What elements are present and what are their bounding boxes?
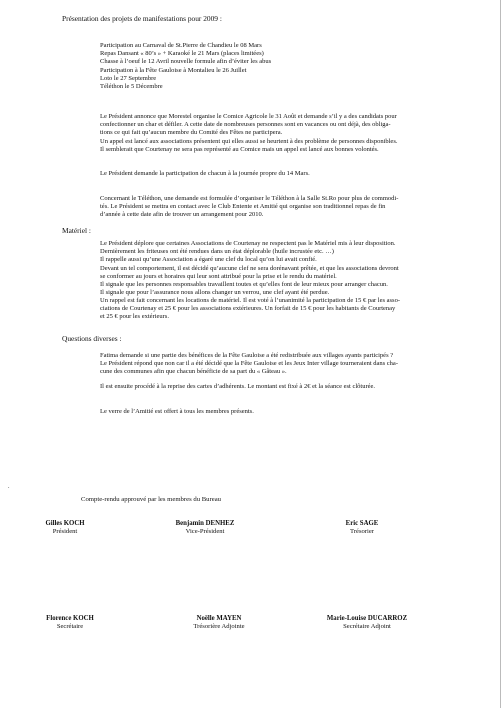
projects-list [100, 42, 490, 91]
text-line: tés. Le Président se mettra en contact avec le Club Entente et Amitié qui organise son traditionnel repas de fin [100, 203, 386, 211]
questions-paragraph [100, 352, 490, 377]
text-line: Il signale que les personnes responsables travaillent toutes et qu’elles font de leur mieux pour arranger chacun. [100, 281, 388, 289]
text-line: Le verre de l’Amitié est offert à tous les membres présents. [100, 408, 254, 415]
materiel-heading: Matériel : [62, 226, 91, 235]
signatory-role: Secrétaire [56, 623, 84, 630]
text-line: et 25 € pour les extérieurs. [100, 313, 169, 321]
text-line: se conformer au jours et horaires qui leur sont attribué pour la prise et le rendu du matériel. [100, 272, 337, 280]
project-item: Repas Dansant « 80’s » + Karaoké le 21 Mars (places limitées) [100, 50, 264, 58]
text-line: Il semblerait que Courtenay ne sera pas représenté au Comice mais un appel est lancé aux bonnes volontés. [100, 145, 379, 153]
signatory-role: Vice-Président [185, 528, 225, 535]
text-line: Un rappel est fait concernant les locations de matériel. Il est voté à l’unanimité la participation de 15 € par les asso- [100, 297, 400, 304]
text-line: Un appel est lancé aux associations présentent qui elles aussi se heurtent à des problème de personnes disponibles. [100, 137, 398, 145]
location-paragraph [100, 297, 490, 322]
text-line: Il est ensuite procédé à la reprise des cartes d’adhérents. Le montant est fixé à 2€ et la séance est clôturée. [100, 383, 376, 390]
text-line: Le Président déplore que certaines Associations de Courtenay ne respectent pas le Matériel mis à leur disposition. [100, 240, 396, 247]
signatory-role: Trésorier [350, 528, 374, 535]
text-line: Le Président demande la participation de chacun à la journée propre du 14 Mars. [100, 170, 310, 177]
signatory [5, 615, 135, 630]
text-line: Devant un tel comportement, il est décidé qu’aucune clef ne sera dorénavant prêtée, et que les associations devront [100, 264, 399, 272]
signatory-name: Benjamin DENHEZ [175, 520, 235, 527]
project-item: Participation au Carnaval de St.Pierre de Chandieu le 08 Mars [100, 42, 262, 49]
signatory [0, 520, 130, 535]
text-line: Il rappelle aussi qu’une Association a égaré une clef du local qu’on lui avait confié. [100, 256, 317, 264]
approval-statement: Compte-rendu approuvé par les membres du Bureau [81, 496, 222, 503]
signatory-role: Secrétaire Adjoint [343, 623, 391, 630]
cartes-paragraph [100, 383, 490, 391]
text-line: ciations de Courtenay et 25 € pour les associations extérieures. Un forfait de 15 € pour les habitants de Courtenay [100, 305, 396, 313]
questions-heading: Questions diverses : [62, 334, 122, 343]
signatory-role: Trésorière Adjointe [193, 623, 245, 630]
text-line: Dernièrement les friteuses ont été rendues dans un état déplorable (huile incrustée etc. …) [100, 248, 334, 256]
verre-paragraph [100, 408, 490, 416]
text-line: confectionner un char et défiler. A cette date de nombreuses personnes sont en vacances ou ont déjà, des obliga- [100, 121, 391, 129]
materiel-paragraph [100, 240, 490, 297]
text-line: Concernant le Téléthon, une demande est formulée d’organiser le Téléthon à la Salle St.Ro pour plus de commodi- [100, 195, 399, 202]
text-line: tions ce qui fait qu’aucun membre du Comité des Fêtes ne participera. [100, 129, 283, 137]
telethon-paragraph [100, 195, 490, 220]
signatory-name: Noëlle MAYEN [196, 615, 242, 622]
signatory [140, 520, 270, 535]
signatory-name: Marie-Louise DUCARROZ [326, 615, 408, 622]
signatory [302, 615, 432, 630]
text-line: Le Président annonce que Morestel organise le Comice Agricole le 31 Août et demande s’il y a des candidats pour [100, 113, 397, 120]
projects-heading: Présentation des projets de manifestations pour 2009 : [62, 14, 222, 23]
project-item: Participation à la Fête Gauloise à Montalieu le 26 Juillet [100, 66, 247, 74]
participation-paragraph [100, 170, 490, 178]
signatory [297, 520, 427, 535]
text-line: d’année à cette date afin de trouver un arrangement pour 2010. [100, 211, 264, 219]
project-item: Loto le 27 Septembre [100, 74, 157, 82]
text-line: Il signale que pour l’assurance nous allons changer un verrou, une clef ayant été perdue. [100, 289, 330, 297]
signatory-name: Gilles KOCH [45, 520, 85, 527]
signatory-name: Florence KOCH [46, 615, 94, 622]
text-line: cune des communes afin que chacun bénéficie de sa part du « Gâteau ». [100, 368, 287, 376]
project-item: Téléthon le 5 Décembre [100, 83, 163, 91]
text-line: Le Président répond que non car il a été décidé que la Fête Gauloise et les Jeux Inter village tourneraient dans cha- [100, 360, 398, 368]
signatory-name: Eric SAGE [345, 520, 379, 527]
stray-mark: . [8, 484, 10, 490]
project-item: Chasse à l’oeuf le 12 Avril nouvelle formule afin d’éviter les abus [100, 58, 272, 66]
text-line: Fatima demande si une partie des bénéfices de la Fête Gauloise a été redistribuée aux villages ayants participés ? [100, 352, 394, 359]
signatory [154, 615, 284, 630]
signatory-role: Président [52, 528, 78, 535]
comice-paragraph [100, 113, 490, 154]
